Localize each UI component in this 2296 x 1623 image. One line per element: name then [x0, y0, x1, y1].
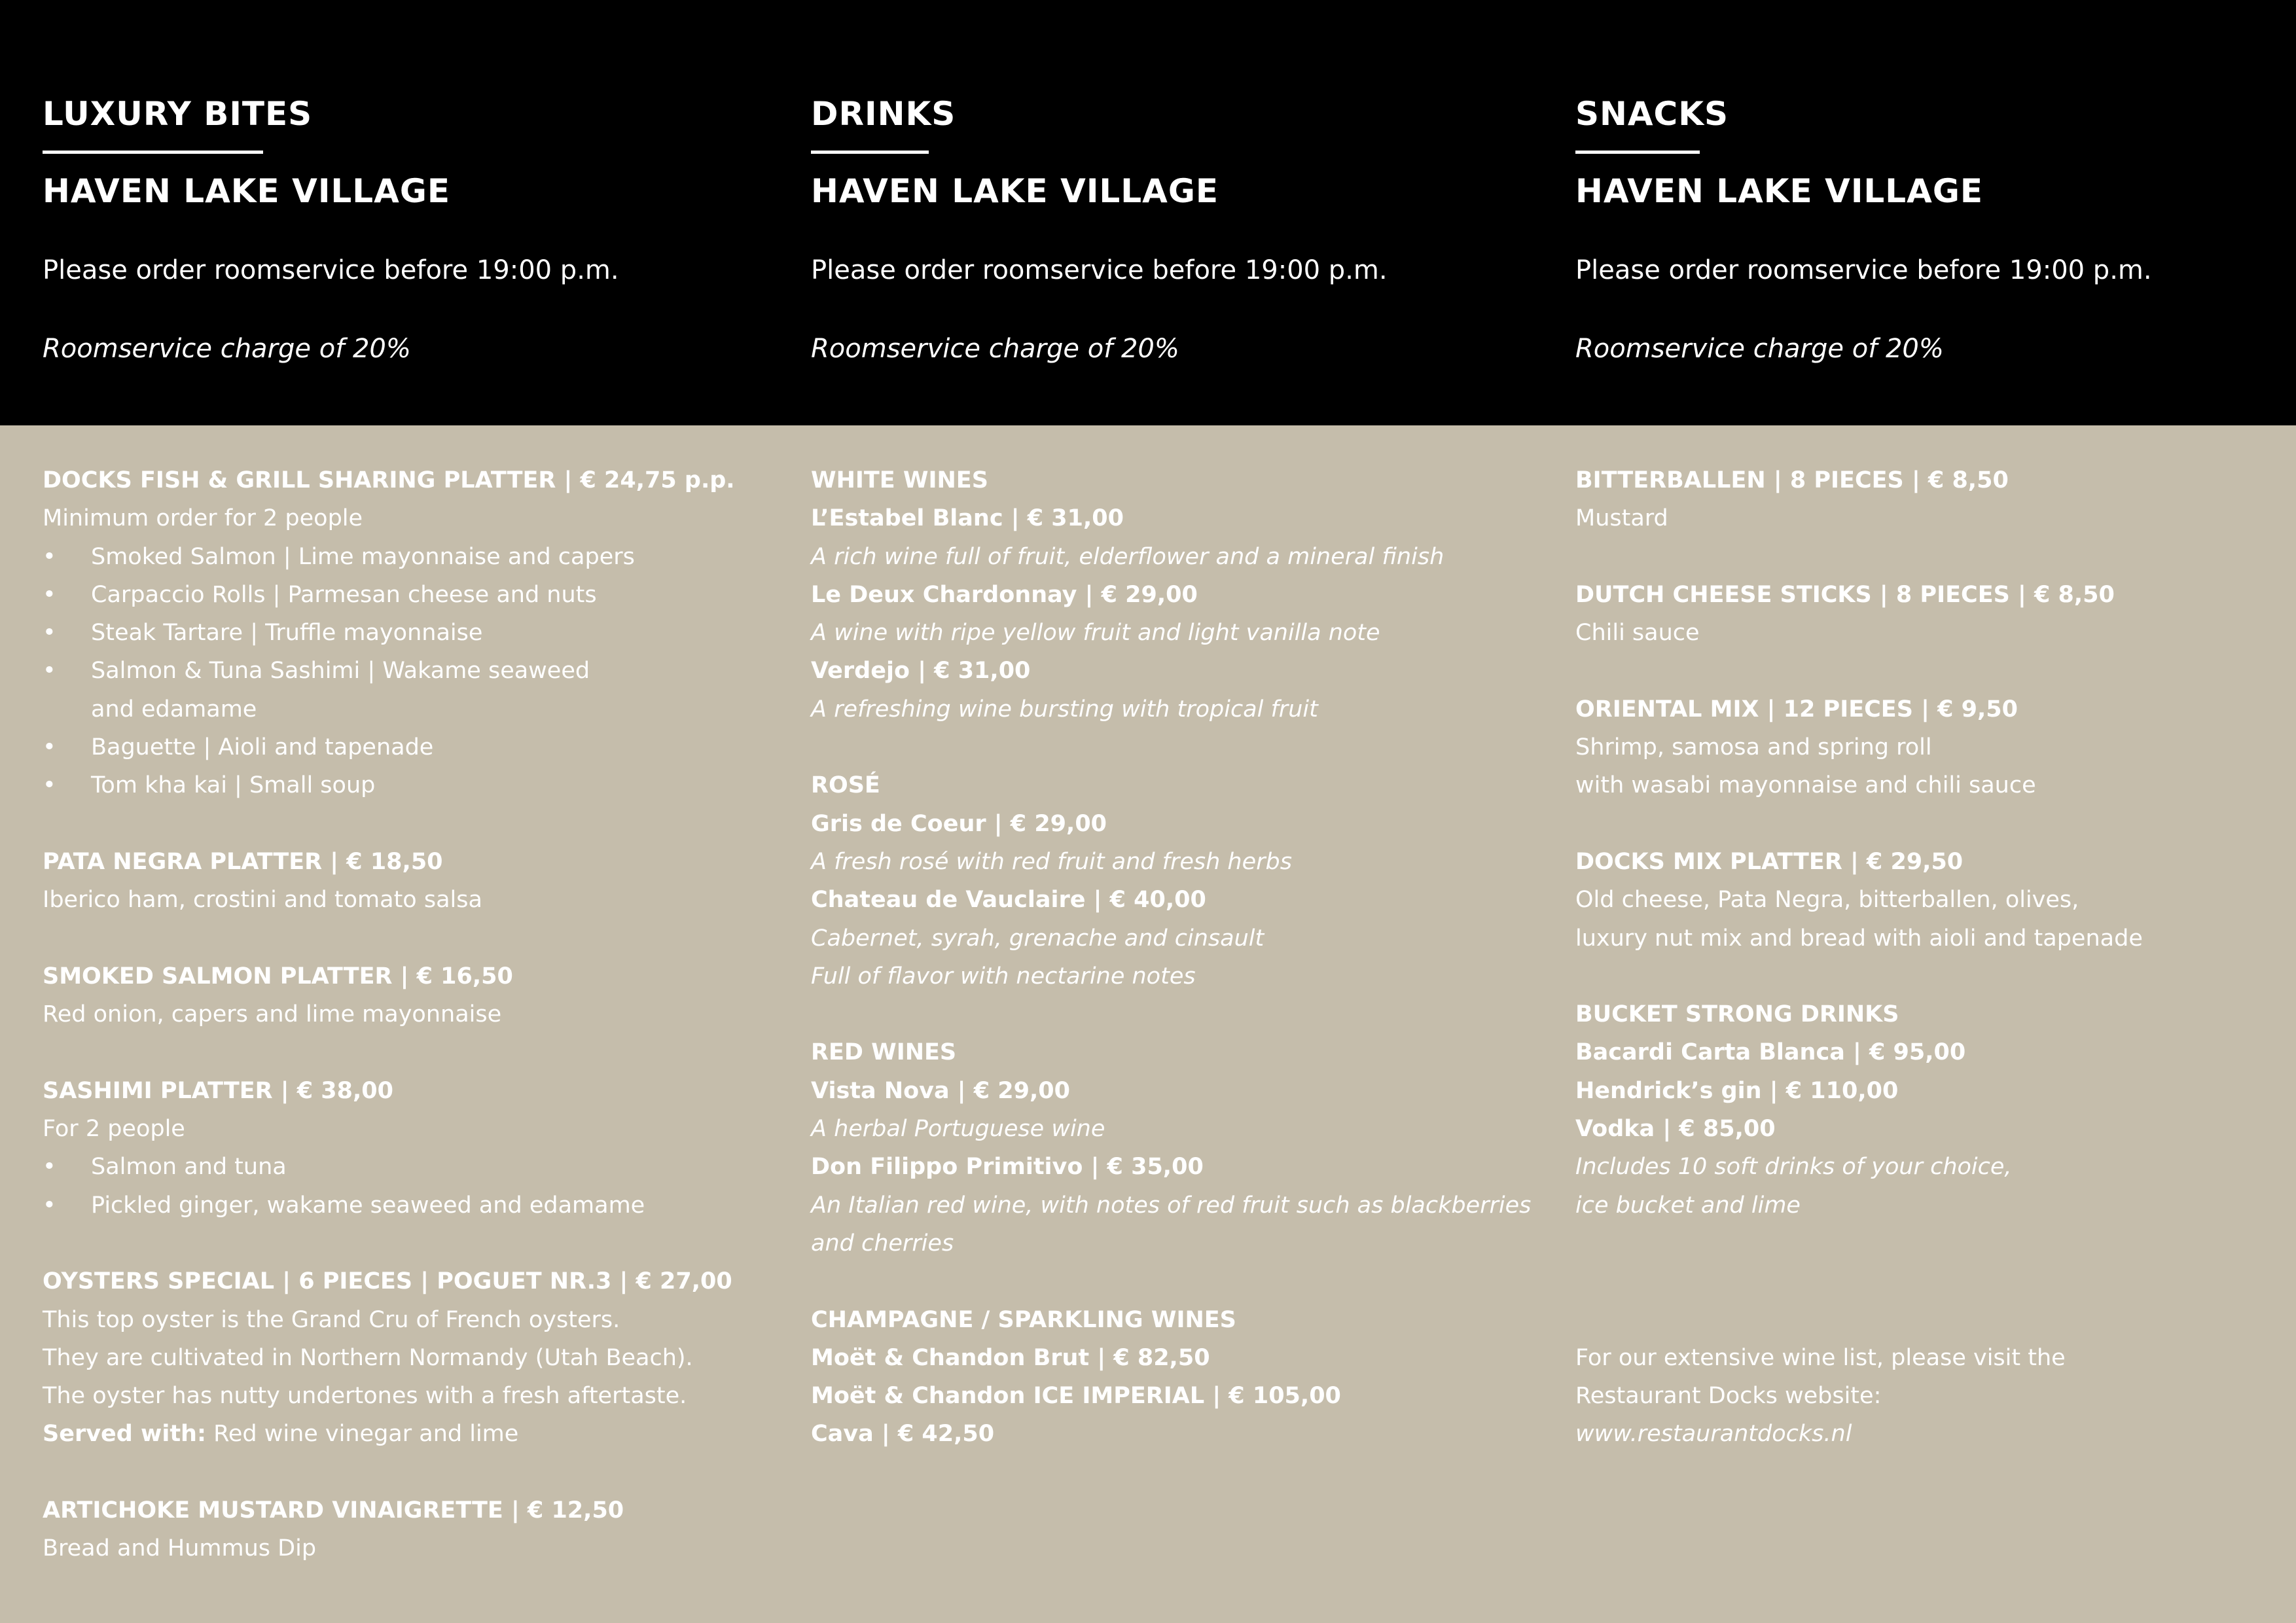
list-item: • Pickled ginger, wakame seaweed and edamame	[43, 1186, 776, 1224]
bullet-icon: •	[43, 1154, 56, 1181]
menu-item-description: A herbal Portuguese wine	[811, 1116, 1105, 1143]
menu-item-title: Verdejo | € 31,00	[811, 658, 1031, 685]
location-title: HAVEN LAKE VILLAGE	[811, 172, 1219, 210]
menu-item-title: Cava | € 42,50	[811, 1421, 995, 1448]
location-title: HAVEN LAKE VILLAGE	[43, 172, 451, 210]
menu-item-title: Gris de Coeur | € 29,00	[811, 810, 1107, 837]
bullet-icon: •	[43, 620, 56, 647]
website-link[interactable]: www.restaurantdocks.nl	[1575, 1421, 1852, 1448]
menu-item-description: This top oyster is the Grand Cru of French oysters.	[43, 1306, 620, 1333]
category-title: ROSÉ	[811, 772, 880, 799]
spacer	[811, 995, 1544, 1033]
spacer	[43, 919, 776, 957]
menu-item-title: Vodka | € 85,00	[1575, 1116, 1776, 1143]
location-title: HAVEN LAKE VILLAGE	[1575, 172, 1984, 210]
snacks-menu	[1575, 461, 2296, 1454]
spacer	[811, 1262, 1544, 1300]
menu-item-title: SASHIMI PLATTER | € 38,00	[43, 1077, 393, 1104]
menu-item-title: OYSTERS SPECIAL | 6 PIECES | POGUET NR.3 | € 27,00	[43, 1268, 732, 1295]
menu-item-title: ORIENTAL MIX | 12 PIECES | € 9,50	[1575, 696, 2018, 722]
order-note: Please order roomservice before 19:00 p.m.	[811, 255, 1388, 285]
title-underline	[43, 151, 263, 154]
spacer	[1575, 805, 2296, 843]
category-title: WHITE WINES	[811, 467, 988, 493]
menu-item-title: L’Estabel Blanc | € 31,00	[811, 505, 1124, 532]
list-item: • Steak Tartare | Truffle mayonnaise	[43, 614, 776, 652]
menu-item-description: Red onion, capers and lime mayonnaise	[43, 1001, 502, 1028]
luxury-bites-menu	[43, 461, 776, 1568]
menu-item-title: ARTICHOKE MUSTARD VINAIGRETTE | € 12,50	[43, 1497, 624, 1524]
menu-item-description: Old cheese, Pata Negra, bitterballen, olives,	[1575, 887, 2079, 914]
list-item: • Baguette | Aioli and tapenade	[43, 728, 776, 766]
spacer	[1575, 652, 2296, 690]
section-title: SNACKS	[1575, 95, 1729, 133]
menu-item-description: A rich wine full of fruit, elderflower and a mineral finish	[811, 543, 1444, 570]
charge-note: Roomservice charge of 20%	[1575, 334, 1944, 364]
spacer	[811, 728, 1544, 766]
title-underline	[811, 151, 929, 154]
menu-item-description: Mustard	[1575, 505, 1668, 532]
menu-item-description: ice bucket and lime	[1575, 1192, 1801, 1219]
menu-item-title: Bacardi Carta Blanca | € 95,00	[1575, 1039, 1966, 1066]
menu-item-description: with wasabi mayonnaise and chili sauce	[1575, 772, 2036, 799]
charge-note: Roomservice charge of 20%	[811, 334, 1179, 364]
order-note: Please order roomservice before 19:00 p.m.	[1575, 255, 2152, 285]
menu-item-title: DOCKS FISH & GRILL SHARING PLATTER | € 24,75 p.p.	[43, 467, 735, 493]
menu-item-description: Full of flavor with nectarine notes	[811, 963, 1196, 990]
menu-item-description: A fresh rosé with red fruit and fresh herbs	[811, 848, 1292, 875]
menu-item-description: Bread and Hummus Dip	[43, 1535, 317, 1562]
menu-item-title: DUTCH CHEESE STICKS | 8 PIECES | € 8,50	[1575, 581, 2115, 608]
list-item: • Tom kha kai | Small soup	[43, 766, 776, 804]
spacer	[1575, 1262, 2296, 1300]
list-item: • Carpaccio Rolls | Parmesan cheese and nuts	[43, 576, 776, 614]
bullet-icon: •	[43, 543, 56, 570]
wine-list-note: Restaurant Docks website:	[1575, 1383, 1882, 1410]
bullet-icon: •	[43, 734, 56, 761]
list-item-continued: and edamame	[91, 696, 257, 722]
menu-item-description: Iberico ham, crostini and tomato salsa	[43, 887, 482, 914]
category-title: BUCKET STRONG DRINKS	[1575, 1001, 1899, 1028]
menu-item-title: SMOKED SALMON PLATTER | € 16,50	[43, 963, 513, 990]
menu-item-title: Vista Nova | € 29,00	[811, 1077, 1071, 1104]
section-title: DRINKS	[811, 95, 956, 133]
list-item: • Salmon & Tuna Sashimi | Wakame seaweed	[43, 652, 776, 690]
menu-item-description: Includes 10 soft drinks of your choice,	[1575, 1154, 2012, 1181]
menu-item-description: A wine with ripe yellow fruit and light vanilla note	[811, 620, 1380, 647]
menu-item-description: and cherries	[811, 1230, 954, 1257]
menu-item-title: Moët & Chandon Brut | € 82,50	[811, 1344, 1210, 1371]
section-title: LUXURY BITES	[43, 95, 313, 133]
menu-item-description: An Italian red wine, with notes of red fruit such as blackberries	[811, 1192, 1532, 1219]
spacer	[43, 1224, 776, 1262]
bullet-icon: •	[43, 581, 56, 608]
category-title: CHAMPAGNE / SPARKLING WINES	[811, 1306, 1236, 1333]
menu-item-description: Cabernet, syrah, grenache and cinsault	[811, 925, 1265, 952]
menu-item-description: The oyster has nutty undertones with a fresh aftertaste.	[43, 1383, 687, 1410]
menu-item-description: A refreshing wine bursting with tropical fruit	[811, 696, 1318, 722]
menu-item-description: Shrimp, samosa and spring roll	[1575, 734, 1932, 761]
menu-item-title: BITTERBALLEN | 8 PIECES | € 8,50	[1575, 467, 2009, 493]
menu-item-description: For 2 people	[43, 1116, 185, 1143]
menu-item-description: Minimum order for 2 people	[43, 505, 363, 532]
spacer	[1575, 1301, 2296, 1339]
menu-item-title: Le Deux Chardonnay | € 29,00	[811, 581, 1198, 608]
bullet-icon: •	[43, 772, 56, 799]
order-note: Please order roomservice before 19:00 p.m.	[43, 255, 619, 285]
menu-item-title: Don Filippo Primitivo | € 35,00	[811, 1154, 1204, 1181]
menu-item-description: luxury nut mix and bread with aioli and tapenade	[1575, 925, 2143, 952]
spacer	[43, 1033, 776, 1071]
menu-item-title: DOCKS MIX PLATTER | € 29,50	[1575, 848, 1964, 875]
charge-note: Roomservice charge of 20%	[43, 334, 411, 364]
menu-item-description: They are cultivated in Northern Normandy (Utah Beach).	[43, 1344, 693, 1371]
wine-list-note: For our extensive wine list, please visit the	[1575, 1344, 2066, 1371]
spacer	[1575, 1224, 2296, 1262]
menu-item-description: Chili sauce	[1575, 620, 1700, 647]
bullet-icon: •	[43, 1192, 56, 1219]
menu-item-title: PATA NEGRA PLATTER | € 18,50	[43, 848, 443, 875]
spacer	[1575, 957, 2296, 995]
spacer	[43, 805, 776, 843]
spacer	[43, 1454, 776, 1491]
menu-item-title: Chateau de Vauclaire | € 40,00	[811, 887, 1206, 914]
menu-item-title: Hendrick’s gin | € 110,00	[1575, 1077, 1899, 1104]
served-with: Served with: Red wine vinegar and lime	[43, 1421, 519, 1448]
list-item: • Smoked Salmon | Lime mayonnaise and capers	[43, 538, 776, 576]
drinks-menu	[811, 461, 1544, 1454]
list-item: • Salmon and tuna	[43, 1148, 776, 1186]
bullet-icon: •	[43, 658, 56, 685]
menu-item-title: Moët & Chandon ICE IMPERIAL | € 105,00	[811, 1383, 1341, 1410]
category-title: RED WINES	[811, 1039, 957, 1066]
spacer	[1575, 538, 2296, 576]
title-underline	[1575, 151, 1700, 154]
